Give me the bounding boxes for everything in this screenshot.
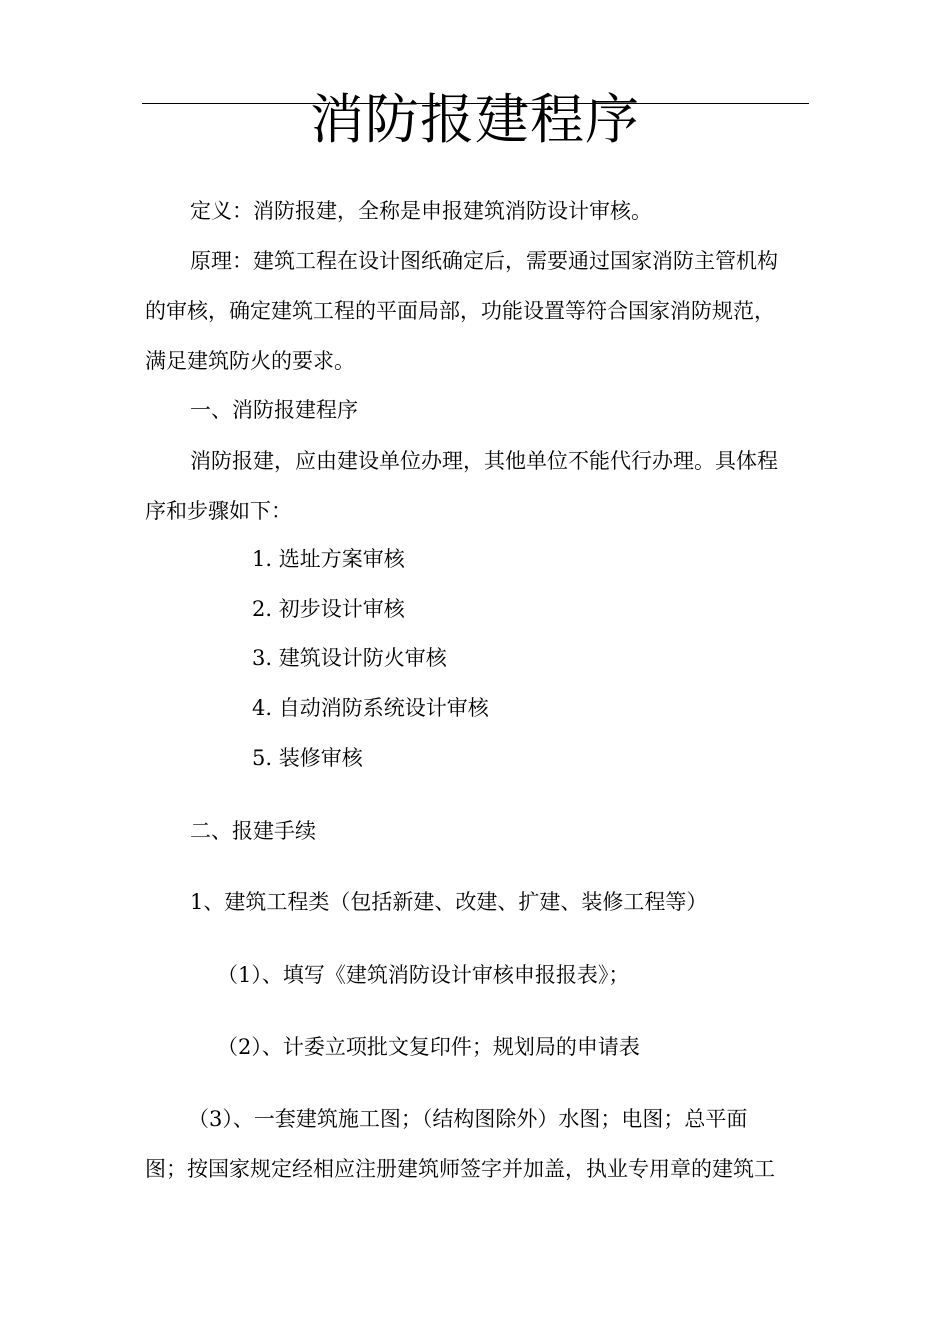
section-2-heading: 二、报建手续 [190,819,316,843]
step-item: 4. 自动消防系统设计审核 [252,696,489,720]
requirement-item-1: （1）、填写《建筑消防设计审核申报报表》； [217,963,630,987]
step-item: 2. 初步设计审核 [252,597,405,621]
principle-line-1: 原理：建筑工程在设计图纸确定后，需要通过国家消防主管机构 [190,249,778,273]
page-title: 消防报建程序 [310,88,640,151]
principle-line-3: 满足建筑防火的要求。 [145,349,355,373]
section-1-intro-line-1: 消防报建，应由建设单位办理，其他单位不能代行办理。具体程 [190,449,778,473]
principle-line-2: 的审核，确定建筑工程的平面局部，功能设置等符合国家消防规范， [145,299,775,323]
subsection-1-heading: 1、建筑工程类（包括新建、改建、扩建、装修工程等） [190,890,708,914]
requirement-item-3-line-1: （3）、一套建筑施工图；（结构图除外）水图；电图；总平面 [188,1107,748,1131]
section-1-heading: 一、消防报建程序 [190,398,358,422]
step-item: 3. 建筑设计防火审核 [252,646,447,670]
step-item: 1. 选址方案审核 [252,547,405,571]
section-1-intro-line-2: 序和步骤如下： [145,499,292,523]
definition-paragraph: 定义：消防报建，全称是申报建筑消防设计审核。 [190,199,652,223]
requirement-item-3 [145,1094,809,1194]
step-item: 5. 装修审核 [252,746,363,770]
requirement-item-2: （2）、计委立项批文复印件；规划局的申请表 [217,1035,640,1059]
requirement-item-3-line-2: 图；按国家规定经相应注册建筑师签字并加盖，执业专用章的建筑工 [145,1157,775,1181]
section-1-intro [145,436,809,536]
principle-paragraph [145,236,809,386]
